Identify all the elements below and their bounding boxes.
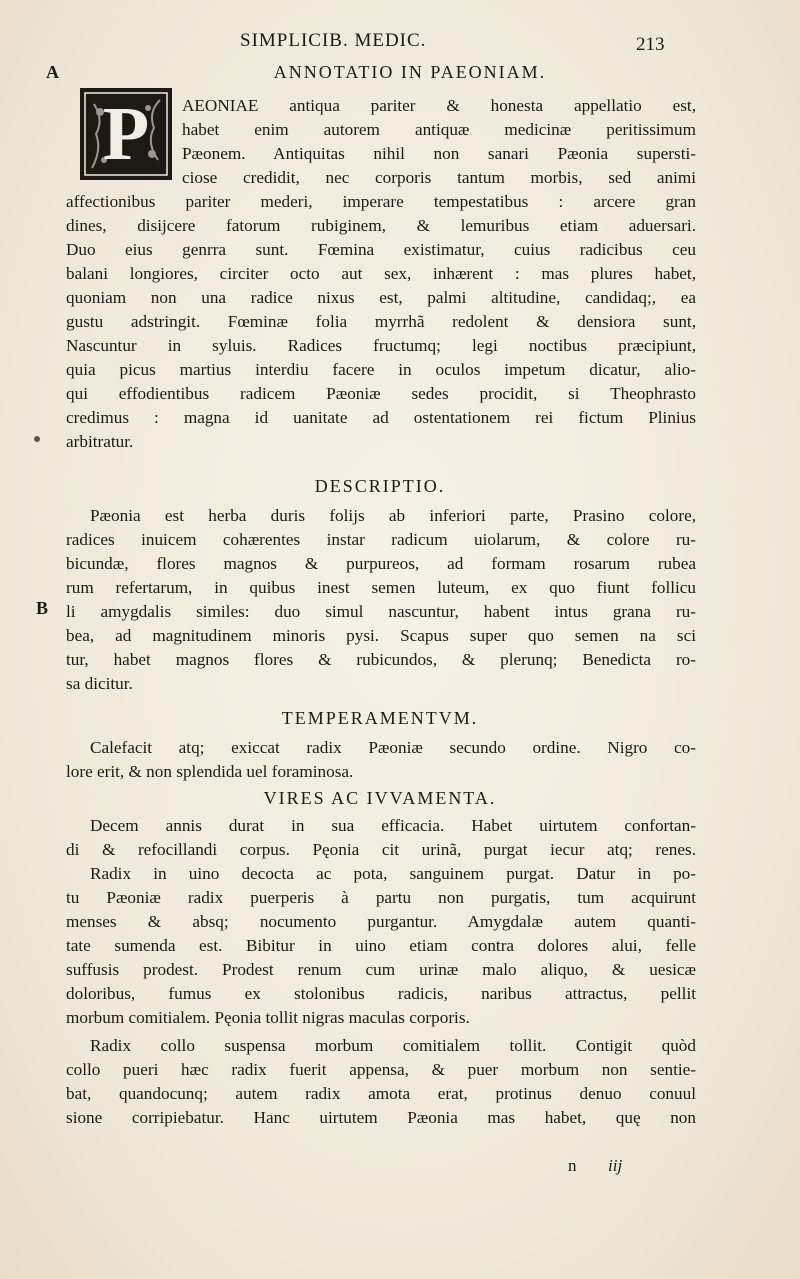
section-heading-annotatio: ANNOTATIO IN PAEONIAM. [273,62,547,82]
signature-mark: iij [608,1156,623,1175]
running-title: SIMPLICIB. MEDIC. [240,30,427,51]
text-line: collo pueri hæc radix fuerit appensa, & puer morbum non sentie- [66,1060,696,1079]
text-line: credimus : magna id uanitate ad ostentationem rei fictum Plinius [66,408,696,427]
catchword: n [568,1156,577,1175]
decorated-initial [80,88,172,180]
text-line: lore erit, & non splendida uel foraminosa. [66,762,354,781]
text-line: quia picus martius interdiu facere in oculos impetum dicatur, alio- [66,360,696,379]
text-line: di & refocillandi corpus. Pęonia cit urinã, purgat iecur atq; renes. [66,840,696,859]
text-line: gustu adstringit. Fœminæ folia myrrhã redolent & densiora sunt, [66,312,696,331]
text-line: dines, disijcere fatorum rubiginem, & lemuribus etiam aduersari. [66,216,696,235]
text-line: bat, quandocunq; autem radix amota erat, protinus denuo conuul [66,1084,696,1103]
text-line: suffusis prodest. Prodest renum cum urinæ malo aliquo, & uesicæ [66,960,696,979]
margin-dot [34,436,40,442]
text-line: rum refertarum, in quibus inest semen luteum, ex quo fiunt follicu [66,578,696,597]
text-line: Pæonia est herba duris folijs ab inferiori parte, Prasino colore, [90,506,696,525]
section-heading-temperamentum: TEMPERAMENTVM. [281,708,479,728]
text-line: radices inuicem cohærentes instar radicum uiolarum, & colore ru- [66,530,696,549]
text-line: tu Pæoniæ radix puerperis à partu non purgatis, tum acquirunt [66,888,696,907]
text-line: affectionibus pariter mederi, imperare tempestatibus : arcere gran [66,192,696,211]
margin-letter-a: A [46,62,59,82]
text-line: Duo eius genrra sunt. Fœmina existimatur, cuius radicibus ceu [66,240,696,259]
text-line: doloribus, fumus ex stolonibus radicis, naribus attractus, pellit [66,984,696,1003]
text-line: ciose credidit, nec corporis tantum morbis, sed animi [182,168,696,187]
text-line: Decem annis durat in sua efficacia. Habet uirtutem confortan- [90,816,696,835]
section-heading-descriptio: DESCRIPTIO. [314,476,446,496]
text-line: balani longiores, circiter octo aut sex, inhærent : mas plures habet, [66,264,696,283]
text-line: AEONIAE antiqua pariter & honesta appellatio est, [182,96,696,115]
running-head [0,30,800,60]
text-line: sione corripiebatur. Hanc uirtutem Pæonia mas habet, quę non [66,1108,696,1127]
text-line: li amygdalis similes: duo simul nascuntur, habent intus grana ru- [66,602,696,621]
text-line: Pæonem. Antiquitas nihil non sanari Pæonia supersti- [182,144,696,163]
margin-letter-b: B [36,598,49,618]
initial-letter: P [102,92,150,176]
section-heading-vires: VIRES AC IVVAMENTA. [263,788,497,808]
folio-number: 213 [636,34,665,55]
text-line: Radix collo suspensa morbum comitialem tollit. Contigit quòd [90,1036,696,1055]
text-line: bicundæ, flores magnos & purpureos, ad formam rosarum rubea [66,554,696,573]
text-line: Nascuntur in syluis. Radices fructumq; legi noctibus præcipiunt, [66,336,696,355]
text-line: Radix in uino decocta ac pota, sanguinem purgat. Datur in po- [90,864,696,883]
text-line: qui effodientibus radicem Pæoniæ sedes procidit, si Theophrasto [66,384,696,403]
text-line: morbum comitialem. Pęonia tollit nigras maculas corporis. [66,1008,470,1027]
text-line: bea, ad magnitudinem minoris pysi. Scapus super quo semen na sci [66,626,696,645]
text-line: arbitratur. [66,432,134,451]
text-line: menses & absq; nocumento purgantur. Amygdalæ autem quanti- [66,912,696,931]
text-line: habet enim autorem antiquæ medicinæ peritissimum [182,120,696,139]
text-line: quoniam non una radice nixus est, palmi altitudine, candidaq;, ea [66,288,696,307]
text-line: Calefacit atq; exiccat radix Pæoniæ secundo ordine. Nigro co- [90,738,696,757]
text-line: tate sumenda est. Bibitur in uino etiam contra dolores alui, felle [66,936,696,955]
text-line: tur, habet magnos flores & rubicundos, & plerunq; Benedicta ro- [66,650,696,669]
text-line: sa dicitur. [66,674,133,693]
